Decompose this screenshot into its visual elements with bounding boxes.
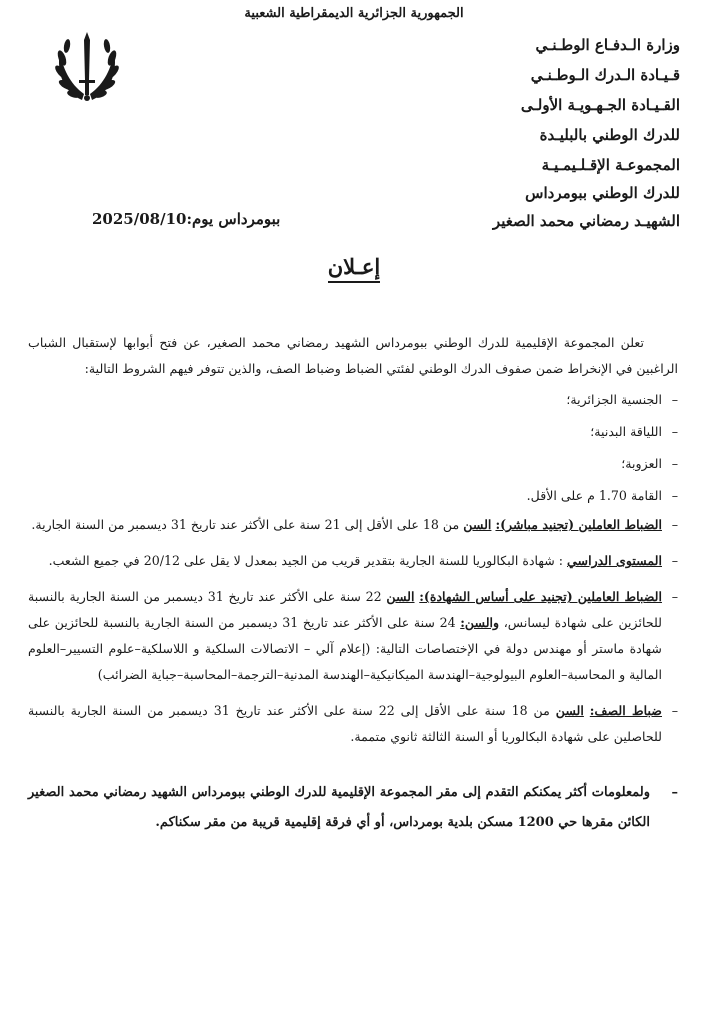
regional-command-line: القـيـادة الجـهـويـة الأولـى <box>520 96 680 114</box>
title-text: إعـلان <box>328 254 380 283</box>
officers-direct-item <box>28 512 678 538</box>
officers-degree-item <box>28 584 678 688</box>
officers-direct-age-label: السن <box>463 517 492 532</box>
martyr-line: الشهيـد رمضاني محمد الصغير <box>492 212 680 230</box>
officers-degree-age-label: السن <box>386 589 415 604</box>
nco-age-label: السن <box>555 703 584 718</box>
date-value: 2025/08/10 <box>92 210 187 228</box>
education-item <box>28 548 678 574</box>
condition-single: – العزوبة؛ <box>28 448 678 480</box>
officers-degree-text2: 24 سنة على الأكثر عند تاريخ 31 ديسمبر من السنة الجارية بالنسبة للحائزين على شهادة ماستر أو مهندس دولة في الإختصاصات التالية: (إعلام آلي – الاتصالات السلكية و اللاسلكية–علوم التسيير–العلوم المالية و المحاسبة–العلوم البيولوجية–الهندسة الميكانيكية–الهندسة المدنية–الترجمة–المحاسبة–جباية الضرائب) <box>28 615 662 682</box>
group-line: المجموعـة الإقـلـيمـيـة <box>541 156 680 174</box>
document-date <box>92 210 280 228</box>
education-label: المستوى الدراسي <box>567 553 662 568</box>
officers-degree-text1: 22 سنة على الأكثر عند تاريخ 31 ديسمبر من السنة الجارية بالنسبة للحائزين على شهادة ليسانس، <box>28 589 662 630</box>
condition-height: – القامة 1.70 م على الأقل. <box>28 480 678 512</box>
nco-label: ضباط الصف: <box>589 703 662 718</box>
condition-fitness: – اللياقة البدنية؛ <box>28 416 678 448</box>
command-line: قـيـادة الـدرك الـوطـنـي <box>530 66 680 84</box>
republic-heading: الجمهورية الجزائرية الديمقراطية الشعبية <box>244 6 464 21</box>
closing-paragraph: – ولمعلومات أكثر يمكنكم التقدم إلى مقر المجموعة الإقليمية للدرك الوطني ببومرداس الشهيد رمضاني محمد الصغير الكائن مقرها حي 1200 مسكن بلدية بومرداس، أو أي فرقة إقليمية قريبة من مقر سكناكم. <box>28 778 678 838</box>
officers-direct-text: من 18 على الأقل إلى 21 سنة على الأكثر عند تاريخ 31 ديسمبر من السنة الجارية. <box>31 517 460 532</box>
regional-location-line: للدرك الوطني بالبليـدة <box>539 126 680 144</box>
officers-degree-label: الضباط العاملين (تجنيد على أساس الشهادة): <box>419 589 662 604</box>
page-title <box>0 254 708 279</box>
group-location-line: للدرك الوطني ببومرداس <box>525 184 680 202</box>
officers-direct-label: الضباط العاملين (تجنيد مباشر): <box>495 517 662 532</box>
ministry-line: وزارة الـدفـاع الوطـنـي <box>535 36 680 54</box>
nco-text: من 18 سنة على الأقل إلى 22 سنة على الأكثر عند تاريخ 31 ديسمبر من السنة الجارية بالنسبة للحاصلين على شهادة البكالوريا أو السنة الثالثة ثانوي متممة. <box>28 703 662 744</box>
announcement-body <box>28 330 678 851</box>
condition-nationality: – الجنسية الجزائرية؛ <box>28 384 678 416</box>
date-prefix: ببومرداس يوم: <box>186 210 281 228</box>
officers-degree-and-age-label: والسن: <box>460 615 500 630</box>
gendarmerie-emblem-icon <box>52 28 122 108</box>
nco-item <box>28 698 678 750</box>
intro-paragraph: تعلن المجموعة الإقليمية للدرك الوطني ببومرداس الشهيد رمضاني محمد الصغير، عن فتح أبوابها لإستقبال الشباب الراغبين في الإنخراط ضمن صفوف الدرك الوطني لفئتي الضباط وضباط الصف، والذين تتوفر فيهم الشروط التالية: <box>28 335 678 376</box>
education-text: : شهادة البكالوريا للسنة الجارية بتقدير قريب من الجيد بمعدل لا يقل على 20/12 في جميع الشعب. <box>48 553 563 568</box>
